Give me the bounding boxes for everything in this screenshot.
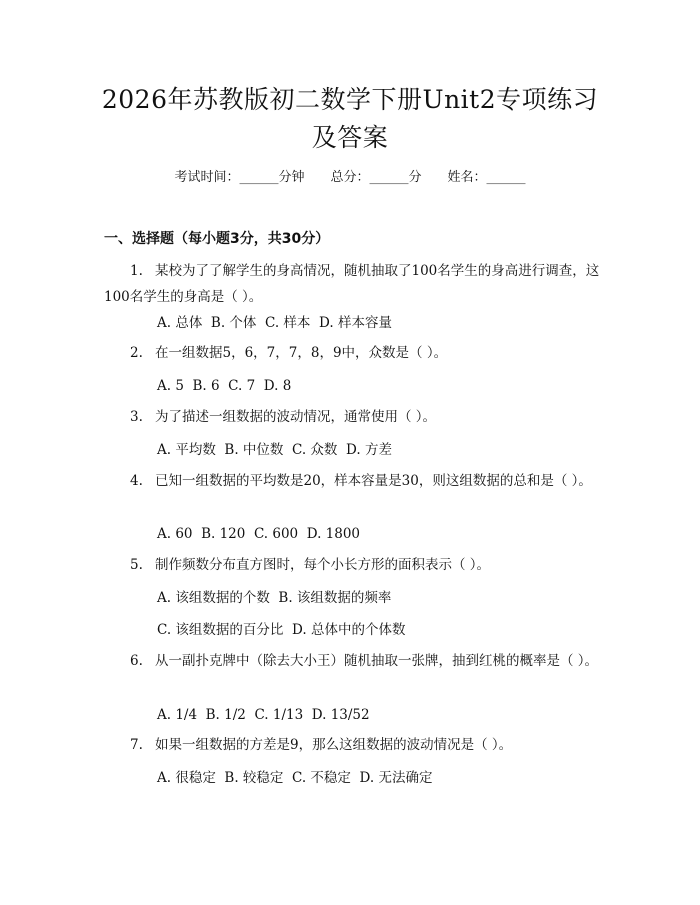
- question-4: [104, 468, 600, 494]
- question-1: [104, 258, 600, 310]
- question-7-options: A. 很稳定 B. 较稳定 C. 不稳定 D. 无法确定: [157, 770, 433, 786]
- question-text: 制作频数分布直方图时，每个小长方形的面积表示（ ）。: [155, 557, 491, 573]
- question-number: 1.: [130, 263, 143, 279]
- document-title-line1: 2026年苏教版初二数学下册Unit2专项练习: [101, 85, 599, 114]
- question-number: 6.: [130, 653, 143, 669]
- question-number: 3.: [130, 409, 143, 425]
- question-text: 在一组数据5，6，7，7，8，9中，众数是（ ）。: [155, 345, 448, 361]
- question-number: 5.: [130, 557, 143, 573]
- question-4-options: A. 60 B. 120 C. 600 D. 1800: [157, 526, 361, 542]
- question-5: [104, 552, 600, 578]
- document-title-line2: 及答案: [311, 123, 389, 152]
- question-1-options: A. 总体 B. 个体 C. 样本 D. 样本容量: [157, 315, 392, 331]
- question-text: 某校为了了解学生的身高情况，随机抽取了100名学生的身高进行调查，这100名学生的身高是（ ）。: [104, 263, 600, 305]
- question-number: 7.: [130, 737, 143, 753]
- question-number: 4.: [130, 473, 143, 489]
- question-text: 从一副扑克牌中（除去大小王）随机抽取一张牌，抽到红桃的概率是（ ）。: [155, 653, 599, 669]
- question-5-options-line2: C. 该组数据的百分比 D. 总体中的个体数: [157, 622, 406, 638]
- question-number: 2.: [130, 345, 143, 361]
- question-2: [104, 340, 600, 366]
- question-text: 如果一组数据的方差是9，那么这组数据的波动情况是（ ）。: [155, 737, 513, 753]
- question-text: 已知一组数据的平均数是20，样本容量是30，则这组数据的总和是（ ）。: [155, 473, 592, 489]
- question-3: [104, 404, 600, 430]
- exam-info-line: 考试时间：______分钟 总分：______分 姓名：______: [174, 170, 526, 185]
- question-text: 为了描述一组数据的波动情况，通常使用（ ）。: [155, 409, 437, 425]
- section-heading-choice: 一、选择题（每小题3分，共30分）: [104, 231, 330, 247]
- question-2-options: A. 5 B. 6 C. 7 D. 8: [157, 378, 292, 394]
- question-3-options: A. 平均数 B. 中位数 C. 众数 D. 方差: [157, 442, 392, 458]
- question-6: [104, 648, 600, 674]
- question-5-options-line1: A. 该组数据的个数 B. 该组数据的频率: [157, 590, 392, 606]
- question-6-options: A. 1/4 B. 1/2 C. 1/13 D. 13/52: [157, 707, 370, 723]
- question-7: [104, 732, 600, 758]
